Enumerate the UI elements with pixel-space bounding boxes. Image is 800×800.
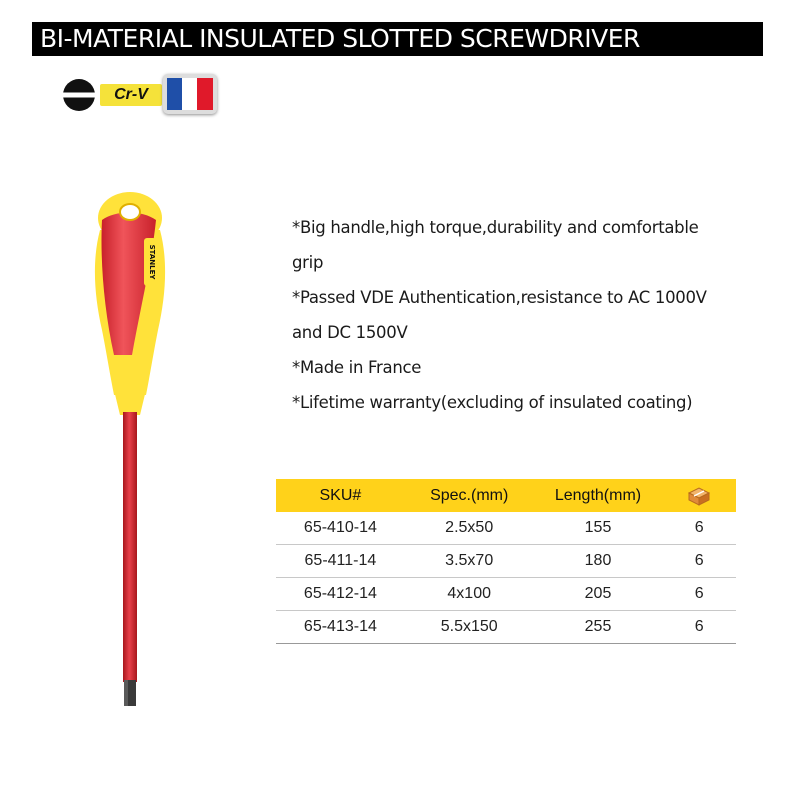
table-header-row bbox=[276, 479, 736, 512]
qty-header bbox=[662, 479, 736, 512]
table-row bbox=[276, 545, 736, 578]
qty-cell: 6 bbox=[662, 578, 736, 611]
page-title: BI-MATERIAL INSULATED SLOTTED SCREWDRIVER bbox=[32, 22, 763, 56]
sku-cell: 65-412-14 bbox=[276, 578, 405, 611]
box-icon bbox=[686, 486, 712, 506]
spec-cell: 5.5x150 bbox=[405, 611, 534, 644]
sku-cell: 65-410-14 bbox=[276, 512, 405, 545]
sku-header: SKU# bbox=[276, 479, 405, 512]
length-header: Length(mm) bbox=[534, 479, 663, 512]
qty-cell: 6 bbox=[662, 512, 736, 545]
crv-material-badge: Cr-V bbox=[100, 84, 162, 106]
feature-line: *Big handle,high torque,durability and comfortable bbox=[292, 218, 699, 237]
table-row bbox=[276, 611, 736, 644]
sku-cell: 65-411-14 bbox=[276, 545, 405, 578]
svg-text:STANLEY: STANLEY bbox=[148, 244, 156, 280]
france-flag-icon bbox=[163, 74, 217, 114]
spec-table bbox=[276, 479, 736, 644]
spec-cell: 4x100 bbox=[405, 578, 534, 611]
screwdriver-image bbox=[80, 190, 180, 710]
length-cell: 255 bbox=[534, 611, 663, 644]
sku-cell: 65-413-14 bbox=[276, 611, 405, 644]
feature-line: *Lifetime warranty(excluding of insulated coating) bbox=[292, 393, 693, 412]
feature-list bbox=[292, 210, 762, 420]
qty-cell: 6 bbox=[662, 611, 736, 644]
spec-cell: 3.5x70 bbox=[405, 545, 534, 578]
qty-cell: 6 bbox=[662, 545, 736, 578]
feature-line: *Made in France bbox=[292, 358, 422, 377]
feature-line: *Passed VDE Authentication,resistance to AC 1000V bbox=[292, 288, 707, 307]
feature-line: and DC 1500V bbox=[292, 323, 408, 342]
feature-line: grip bbox=[292, 253, 324, 272]
slotted-tip-icon bbox=[62, 78, 96, 112]
table-row bbox=[276, 578, 736, 611]
table-row bbox=[276, 512, 736, 545]
length-cell: 155 bbox=[534, 512, 663, 545]
spec-header: Spec.(mm) bbox=[405, 479, 534, 512]
spec-cell: 2.5x50 bbox=[405, 512, 534, 545]
length-cell: 180 bbox=[534, 545, 663, 578]
length-cell: 205 bbox=[534, 578, 663, 611]
